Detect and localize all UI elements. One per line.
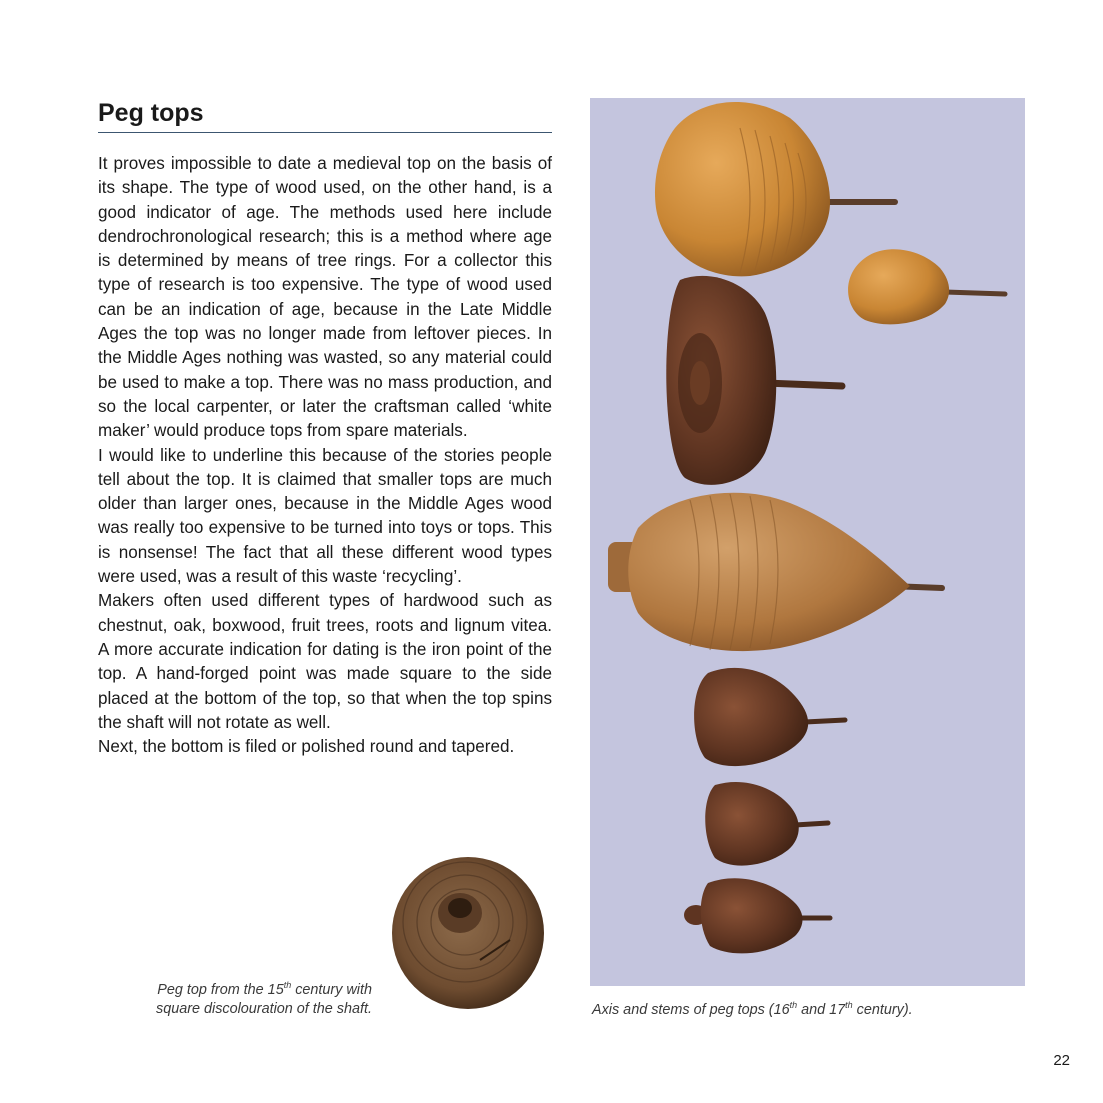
paragraph: It proves impossible to date a medieval top on the basis of its shape. The type of wood used, on the other hand, is a good indicator of age. The methods used here include dendrochronological research; this is a method where age is determined by means of tree rings. For a collector this type of research is too expensive. The type of wood used can be an indication of age, because in the Late Middle Ages the top was no longer made from leftover pieces. In the Middle Ages nothing was wasted, so any material could be used to make a top. There was no mass production, and so the local carpenter, or later the craftsman called ‘white maker’ would produce tops from spare materials. — [98, 154, 552, 441]
caption-main-photo — [592, 1001, 1012, 1020]
caption-text: Axis and stems of peg tops (16 — [592, 1002, 790, 1018]
caption-text: Peg top from the 15 — [157, 982, 284, 998]
page-title: Peg tops — [98, 96, 552, 133]
caption-text: and 17 — [797, 1002, 846, 1018]
body-text — [98, 152, 552, 759]
caption-text: century). — [852, 1002, 913, 1018]
paragraph: Makers often used different types of hardwood such as chestnut, oak, boxwood, fruit trees, roots and lignum vitea. A more accurate indication for dating is the iron point of the top. A hand-forged point was made square to the side placed at the bottom of the top, so that when the top spins the shaft will not rotate as well. — [98, 591, 552, 732]
caption-small-photo — [110, 981, 372, 1019]
page-number: 22 — [1053, 1052, 1070, 1069]
caption-text: century with — [291, 982, 372, 998]
caption-sup: th — [283, 980, 292, 991]
caption-sup: th — [845, 1000, 853, 1011]
caption-text: square discolouration of the shaft. — [156, 1001, 372, 1017]
paragraph: I would like to underline this because of the stories people tell about the top. It is claimed that smaller tops are much older than larger ones, because in the Middle Ages wood was really too expensive to be turned into toys or tops. This is nonsense! The fact that all these different wood types were used, was a result of this waste ‘recycling’. — [98, 445, 552, 587]
peg-top-15th-century-photo — [385, 850, 547, 1012]
caption-sup: th — [789, 1000, 798, 1011]
paragraph: Next, the bottom is filed or polished round and tapered. — [98, 737, 515, 757]
peg-tops-photo — [590, 98, 1025, 986]
